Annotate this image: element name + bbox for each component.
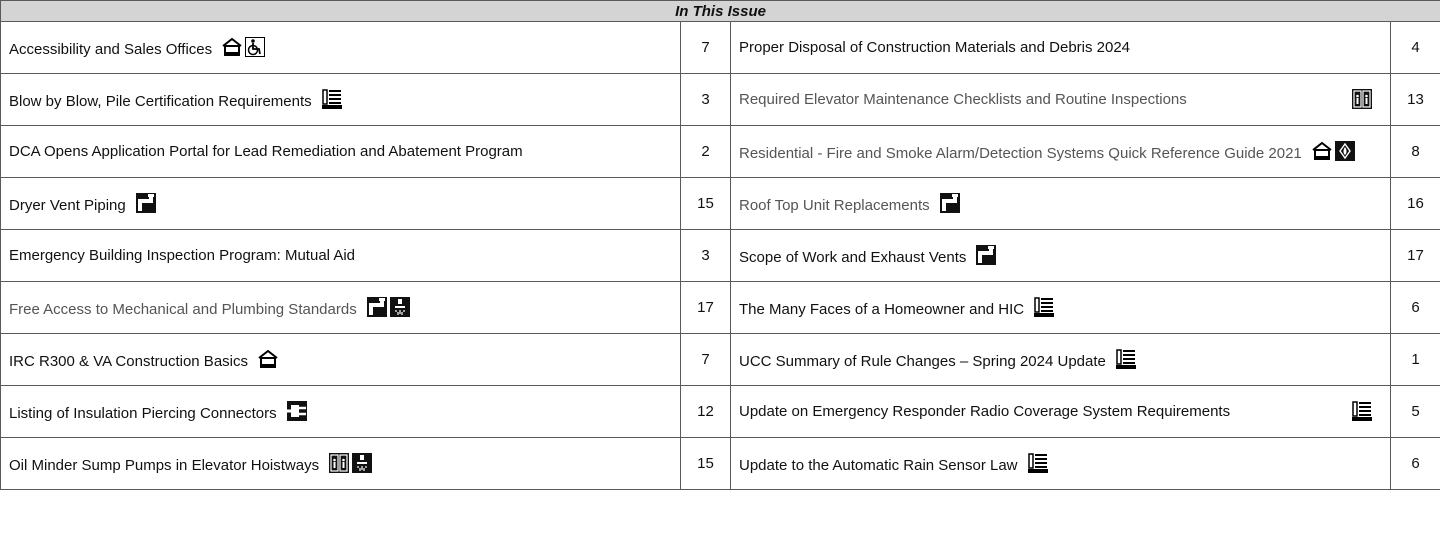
article-title: Listing of Insulation Piercing Connectors bbox=[9, 405, 277, 422]
article-listing-of-insulation-piercing-connectors[interactable] bbox=[1, 386, 681, 438]
category-icons bbox=[1116, 349, 1136, 369]
page-number: 12 bbox=[681, 386, 731, 438]
table-row bbox=[1, 230, 1440, 282]
article-update-on-emergency-responder-radio-coverage-sys[interactable] bbox=[731, 386, 1391, 438]
article-title: IRC R300 & VA Construction Basics bbox=[9, 353, 248, 370]
table-title: In This Issue bbox=[1, 1, 1440, 22]
article-title: Scope of Work and Exhaust Vents bbox=[739, 249, 967, 266]
article-title: Oil Minder Sump Pumps in Elevator Hoistways bbox=[9, 457, 320, 474]
article-roof-top-unit-replacements[interactable] bbox=[731, 178, 1391, 230]
building-code-icon bbox=[1116, 349, 1136, 369]
fire-icon bbox=[1335, 141, 1355, 161]
article-update-to-the-automatic-rain-sensor-law[interactable] bbox=[731, 438, 1391, 490]
page-number: 13 bbox=[1391, 74, 1440, 126]
table-row bbox=[1, 386, 1440, 438]
pipe-icon bbox=[136, 193, 156, 213]
article-dca-opens-application-portal-for-lead-remediatio[interactable] bbox=[1, 126, 681, 178]
page-number: 3 bbox=[681, 74, 731, 126]
category-icons bbox=[1028, 453, 1048, 473]
article-title: Proper Disposal of Construction Materials and Debris 2024 bbox=[739, 39, 1131, 56]
article-the-many-faces-of-a-homeowner-and-hic[interactable] bbox=[731, 282, 1391, 334]
article-irc-r300-va-construction-basics[interactable] bbox=[1, 334, 681, 386]
page-number: 15 bbox=[681, 438, 731, 490]
article-title: DCA Opens Application Portal for Lead Remediation and Abatement Program bbox=[9, 143, 523, 160]
page-number: 6 bbox=[1391, 282, 1440, 334]
category-icons bbox=[367, 297, 410, 317]
wheelchair-icon bbox=[245, 37, 265, 57]
pipe-icon bbox=[940, 193, 960, 213]
article-title: Residential - Fire and Smoke Alarm/Detection Systems Quick Reference Guide 2021 bbox=[739, 145, 1302, 162]
house-icon bbox=[222, 37, 242, 57]
article-scope-of-work-and-exhaust-vents[interactable] bbox=[731, 230, 1391, 282]
category-icons bbox=[329, 453, 372, 473]
category-icons bbox=[1312, 141, 1355, 161]
table-row bbox=[1, 22, 1440, 74]
category-icons bbox=[1034, 297, 1054, 317]
category-icons bbox=[976, 245, 996, 265]
article-accessibility-and-sales-offices[interactable] bbox=[1, 22, 681, 74]
table-row bbox=[1, 126, 1440, 178]
article-title: Dryer Vent Piping bbox=[9, 197, 126, 214]
category-icons bbox=[322, 89, 342, 109]
article-required-elevator-maintenance-checklists-and-rou[interactable] bbox=[731, 74, 1391, 126]
table-row bbox=[1, 178, 1440, 230]
article-title: Emergency Building Inspection Program: Mutual Aid bbox=[9, 247, 356, 264]
article-title: Accessibility and Sales Offices bbox=[9, 41, 213, 58]
page-number: 5 bbox=[1391, 386, 1440, 438]
article-oil-minder-sump-pumps-in-elevator-hoistways[interactable] bbox=[1, 438, 681, 490]
category-icons bbox=[1352, 401, 1372, 421]
page-number: 7 bbox=[681, 334, 731, 386]
plug-icon bbox=[287, 401, 307, 421]
page-number: 17 bbox=[1391, 230, 1440, 282]
page-number: 6 bbox=[1391, 438, 1440, 490]
article-blow-by-blow-pile-certification-requirements[interactable] bbox=[1, 74, 681, 126]
article-title: UCC Summary of Rule Changes – Spring 2024 Update bbox=[739, 353, 1106, 370]
page-number: 8 bbox=[1391, 126, 1440, 178]
page-number: 1 bbox=[1391, 334, 1440, 386]
article-dryer-vent-piping[interactable] bbox=[1, 178, 681, 230]
plumbing-icon bbox=[390, 297, 410, 317]
article-ucc-summary-of-rule-changes-spring-2024-update[interactable] bbox=[731, 334, 1391, 386]
building-code-icon bbox=[1352, 401, 1372, 421]
table-row bbox=[1, 334, 1440, 386]
page-number: 15 bbox=[681, 178, 731, 230]
table-row bbox=[1, 282, 1440, 334]
category-icons bbox=[222, 37, 265, 57]
article-emergency-building-inspection-program-mutual-aid[interactable] bbox=[1, 230, 681, 282]
page-number: 7 bbox=[681, 22, 731, 74]
article-proper-disposal-of-construction-materials-and-de[interactable] bbox=[731, 22, 1391, 74]
article-title: Blow by Blow, Pile Certification Requirements bbox=[9, 93, 312, 110]
elevator-icon bbox=[329, 453, 349, 473]
category-icons bbox=[1352, 89, 1372, 109]
building-code-icon bbox=[322, 89, 342, 109]
page-number: 2 bbox=[681, 126, 731, 178]
article-title: Update on Emergency Responder Radio Coverage System Requirements bbox=[739, 403, 1231, 420]
plumbing-icon bbox=[352, 453, 372, 473]
article-title: Free Access to Mechanical and Plumbing Standards bbox=[9, 301, 357, 318]
article-title: Required Elevator Maintenance Checklists and Routine Inspections bbox=[739, 91, 1187, 108]
article-title: Update to the Automatic Rain Sensor Law bbox=[739, 457, 1018, 474]
elevator-icon bbox=[1352, 89, 1372, 109]
table-row bbox=[1, 74, 1440, 126]
pipe-icon bbox=[367, 297, 387, 317]
building-code-icon bbox=[1028, 453, 1048, 473]
house-icon bbox=[258, 349, 278, 369]
table-row bbox=[1, 438, 1440, 490]
category-icons bbox=[136, 193, 156, 213]
house-icon bbox=[1312, 141, 1332, 161]
article-title: Roof Top Unit Replacements bbox=[739, 197, 930, 214]
article-residential-fire-and-smoke-alarm-detection-syste[interactable] bbox=[731, 126, 1391, 178]
article-free-access-to-mechanical-and-plumbing-standards[interactable] bbox=[1, 282, 681, 334]
category-icons bbox=[258, 349, 278, 369]
page-number: 3 bbox=[681, 230, 731, 282]
pipe-icon bbox=[976, 245, 996, 265]
building-code-icon bbox=[1034, 297, 1054, 317]
page-number: 16 bbox=[1391, 178, 1440, 230]
article-title: The Many Faces of a Homeowner and HIC bbox=[739, 301, 1025, 318]
category-icons bbox=[940, 193, 960, 213]
page-number: 17 bbox=[681, 282, 731, 334]
page-number: 4 bbox=[1391, 22, 1440, 74]
category-icons bbox=[287, 401, 307, 421]
